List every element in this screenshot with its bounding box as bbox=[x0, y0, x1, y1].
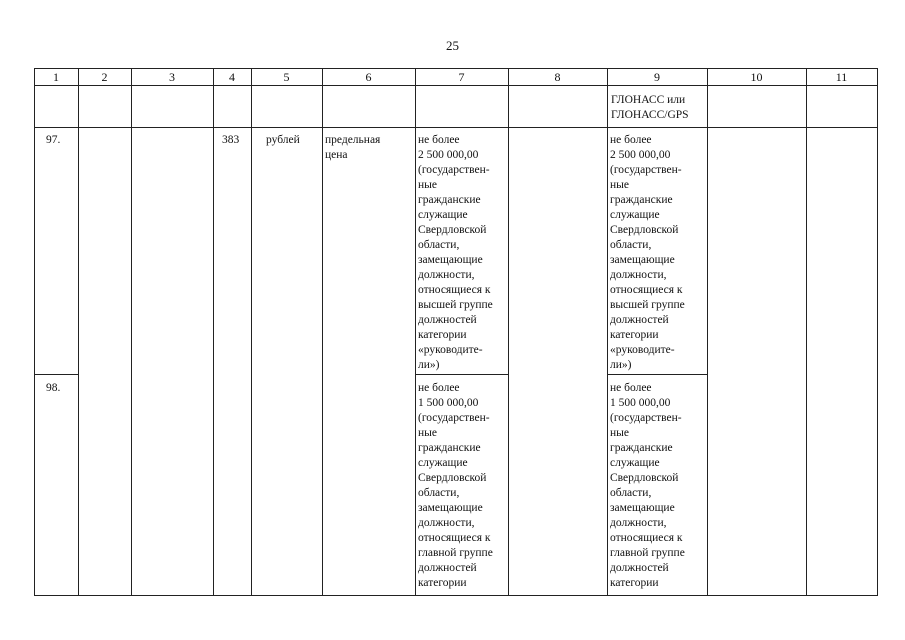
row-97-unit: рублей bbox=[266, 134, 300, 146]
row-97-bottom-col1 bbox=[34, 374, 78, 375]
row-97-number: 97. bbox=[46, 134, 61, 146]
header-col-5: 5 bbox=[283, 70, 290, 84]
subheader-col-9: ГЛОНАСС или ГЛОНАСС/GPS bbox=[611, 94, 689, 121]
row-98-number: 98. bbox=[46, 382, 61, 394]
col-divider-2 bbox=[131, 68, 132, 596]
row-97-characteristic: предельная цена bbox=[325, 134, 381, 161]
row-98-col-7: не более 1 500 000,00 (государствен- ные гражданские служащие Свердловской области, замещающие должности, относящиеся к главной группе должностей категории bbox=[418, 382, 493, 589]
col-divider-8 bbox=[607, 68, 608, 596]
row-97-col-9: не более 2 500 000,00 (государствен- ные гражданские служащие Свердловской области, замещающие должности, относящиеся к высшей группе должностей категории «руководите- ли») bbox=[610, 134, 685, 371]
col-divider-4 bbox=[251, 68, 252, 596]
header-col-7: 7 bbox=[458, 70, 465, 84]
row-97-bottom-col7 bbox=[415, 374, 508, 375]
header-col-8: 8 bbox=[554, 70, 561, 84]
col-divider-5 bbox=[322, 68, 323, 596]
col-divider-3 bbox=[213, 68, 214, 596]
col-divider-6 bbox=[415, 68, 416, 596]
col-divider-10 bbox=[806, 68, 807, 596]
table-bottom-border bbox=[34, 595, 878, 596]
page-number: 25 bbox=[446, 38, 459, 53]
header-col-3: 3 bbox=[169, 70, 175, 84]
header-col-9: 9 bbox=[654, 70, 660, 84]
header-col-4: 4 bbox=[229, 70, 235, 84]
table-left-border bbox=[34, 68, 35, 596]
row-97-bottom-col9 bbox=[607, 374, 707, 375]
col-divider-7 bbox=[508, 68, 509, 596]
header-bottom-border bbox=[34, 85, 878, 86]
col-divider-9 bbox=[707, 68, 708, 596]
row-98-col-9: не более 1 500 000,00 (государствен- ные гражданские служащие Свердловской области, замещающие должности, относящиеся к главной группе должностей категории bbox=[610, 382, 685, 589]
header-col-11: 11 bbox=[835, 70, 848, 84]
header-col-10: 10 bbox=[750, 70, 763, 84]
row-97-col-7: не более 2 500 000,00 (государствен- ные гражданские служащие Свердловской области, замещающие должности, относящиеся к высшей группе должностей категории «руководите- ли») bbox=[418, 134, 493, 371]
row-97-code: 383 bbox=[222, 134, 240, 146]
header-col-1: 1 bbox=[53, 70, 59, 84]
col-divider-1 bbox=[78, 68, 79, 596]
header-col-6: 6 bbox=[365, 70, 372, 84]
table-right-border bbox=[877, 68, 878, 596]
subheader-bottom-border bbox=[34, 127, 878, 128]
header-col-2: 2 bbox=[101, 70, 108, 84]
